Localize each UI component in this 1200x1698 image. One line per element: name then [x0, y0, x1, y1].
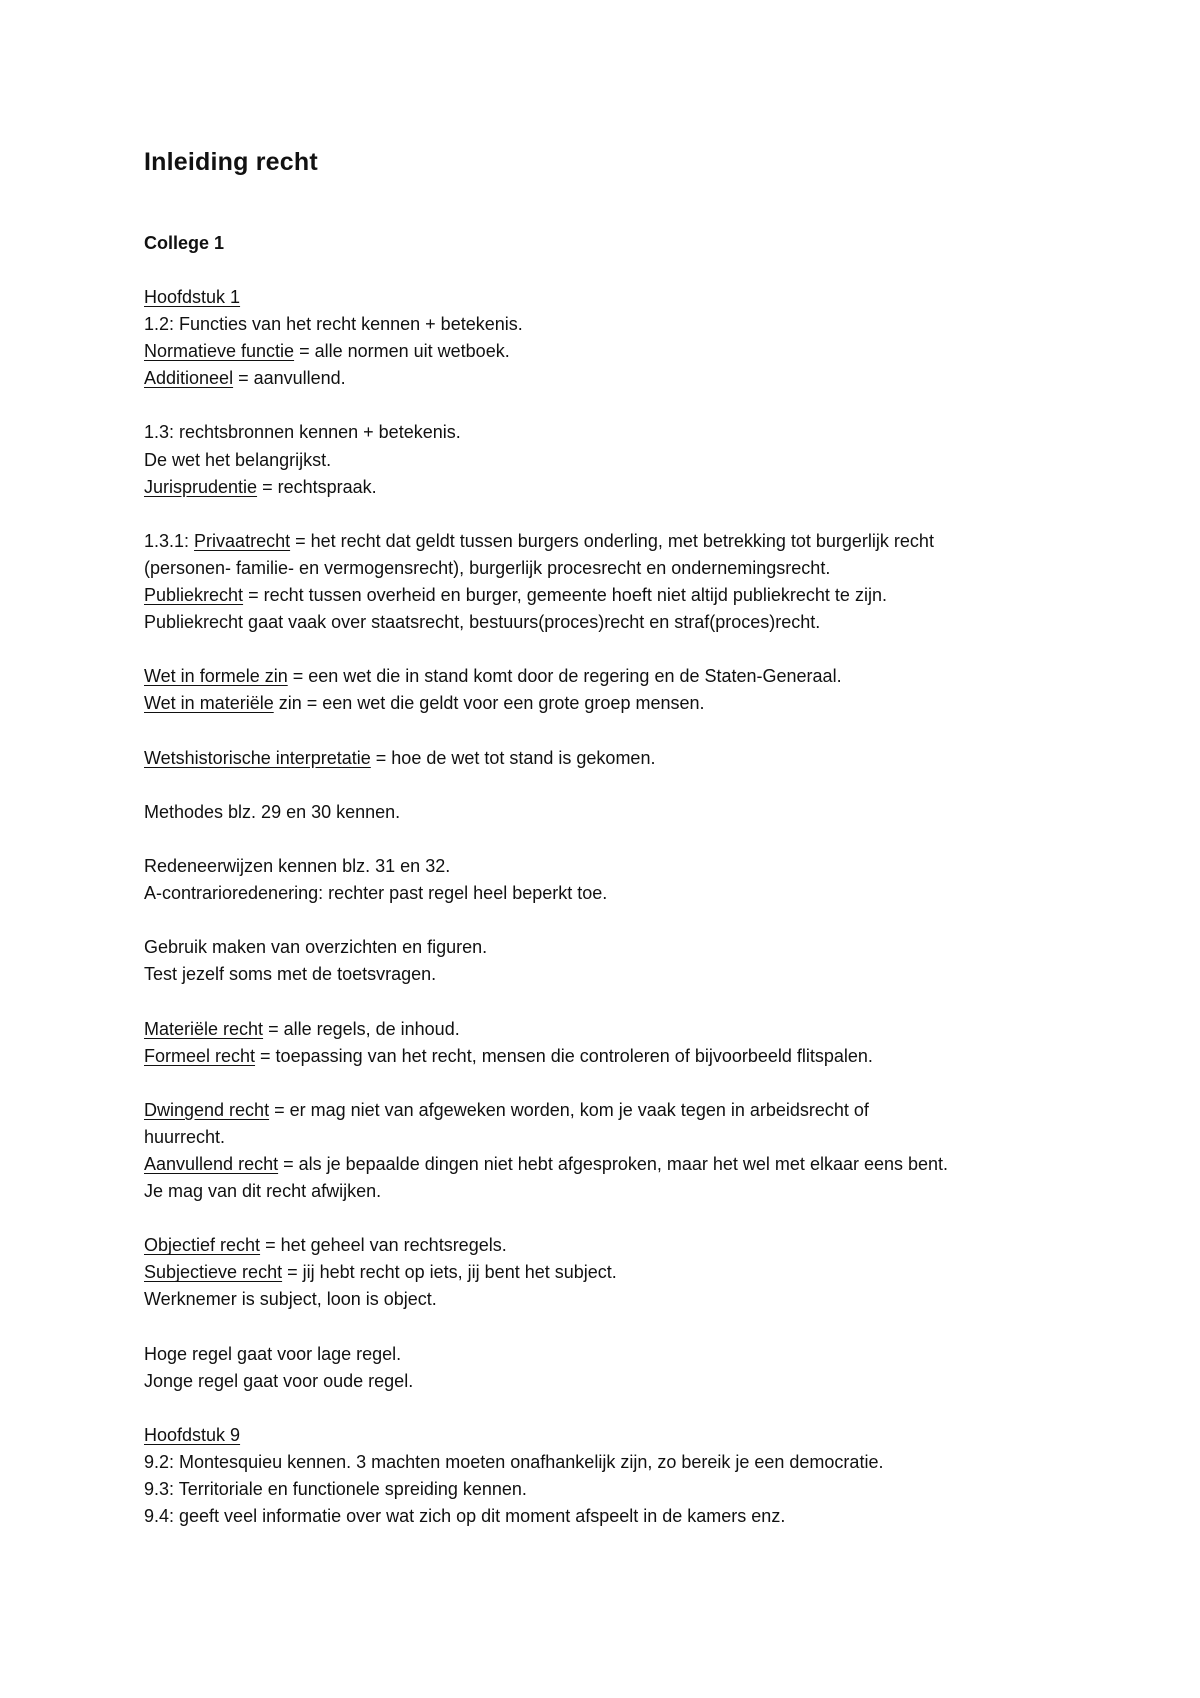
paragraph-block [144, 663, 1074, 717]
line-text: = recht tussen overheid en burger, gemeente hoeft niet altijd publiekrecht te zijn. [243, 585, 887, 606]
line-text: = hoe de wet tot stand is gekomen. [370, 747, 656, 768]
text-line [144, 690, 1074, 717]
paragraph-gap [144, 718, 1074, 745]
text-line [144, 1097, 1074, 1124]
underlined-term: Aanvullend recht [144, 1154, 279, 1174]
line-text: = als je bepaalde dingen niet hebt afgesproken, maar het wel met elkaar eens bent. [278, 1154, 949, 1174]
text-line [144, 1151, 1074, 1178]
line-text: Je mag van dit recht afwijken. [144, 1181, 382, 1202]
underlined-term: Wetshistorische interpretatie [144, 747, 371, 768]
paragraph-gap [144, 636, 1074, 663]
underlined-term: Privaatrecht [194, 530, 291, 551]
underlined-term: Additioneel [144, 368, 234, 389]
paragraph-gap [144, 772, 1074, 799]
line-text: = het geheel van rechtsregels. [260, 1235, 507, 1256]
text-line [144, 284, 1074, 311]
paragraph-block [144, 1341, 1074, 1395]
text-line [144, 1286, 1074, 1313]
document-title: Inleiding recht [144, 148, 318, 176]
line-text: = aanvullend. [233, 368, 346, 389]
paragraph-block [144, 853, 1074, 907]
line-text: Werknemer is subject, loon is object. [144, 1289, 437, 1310]
text-line [144, 365, 1074, 392]
line-text: = alle normen uit wetboek. [294, 341, 510, 362]
text-line [144, 1422, 1074, 1449]
text-line [144, 880, 1074, 907]
line-text: = rechtspraak. [257, 476, 377, 497]
text-line [144, 419, 1074, 446]
underlined-term: Objectief recht [144, 1235, 261, 1256]
text-line [144, 961, 1074, 988]
line-text: huurrecht. [144, 1126, 226, 1147]
paragraph-gap [144, 988, 1074, 1015]
text-line [144, 1476, 1074, 1503]
paragraph-block [144, 934, 1074, 988]
text-line [144, 799, 1074, 826]
underlined-term: Formeel recht [144, 1045, 256, 1066]
line-text: = een wet die in stand komt door de regering en de Staten-Generaal. [287, 666, 842, 687]
line-text: 9.4: geeft veel informatie over wat zich op dit moment afspeelt in de kamers enz. [144, 1506, 786, 1527]
line-text: = toepassing van het recht, mensen die controleren of bijvoorbeeld flitspalen. [255, 1045, 873, 1066]
text-line [144, 1368, 1074, 1395]
line-text: = er mag niet van afgeweken worden, kom je vaak tegen in arbeidsrecht of [269, 1099, 869, 1120]
text-line [144, 311, 1074, 338]
text-line [144, 1124, 1074, 1151]
underlined-term: Normatieve functie [144, 341, 295, 362]
text-line [144, 853, 1074, 880]
underlined-term: Dwingend recht [144, 1099, 270, 1120]
underlined-term: Subjectieve recht [144, 1262, 283, 1283]
paragraph-block [144, 1097, 1074, 1205]
line-text: De wet het belangrijkst. [144, 449, 332, 470]
paragraph-block [144, 1016, 1074, 1070]
underlined-term: Hoofdstuk 1 [144, 287, 241, 307]
line-text: Publiekrecht gaat vaak over staatsrecht, bestuurs(proces)recht en straf(proces)recht. [144, 612, 821, 633]
line-text: Jonge regel gaat voor oude regel. [144, 1370, 414, 1391]
line-text: Gebruik maken van overzichten en figuren. [144, 937, 488, 958]
text-line [144, 934, 1074, 961]
paragraph-block [144, 799, 1074, 826]
text-line [144, 582, 1074, 609]
underlined-term: Materiële recht [144, 1018, 264, 1039]
paragraph-gap [144, 1070, 1074, 1097]
paragraph-gap [144, 1395, 1074, 1422]
college-heading: College 1 [144, 233, 225, 253]
text-line [144, 338, 1074, 365]
line-text: Test jezelf soms met de toetsvragen. [144, 964, 437, 985]
underlined-term: Wet in formele zin [144, 666, 288, 687]
underlined-term: Publiekrecht [144, 585, 244, 606]
paragraph-block [144, 284, 1074, 392]
line-text: (personen- familie- en vermogensrecht), burgerlijk procesrecht en ondernemingsrecht. [144, 557, 831, 578]
paragraph-block [144, 528, 1074, 636]
text-line [144, 1449, 1074, 1476]
line-text: = jij hebt recht op iets, jij bent het subject. [282, 1262, 617, 1283]
text-line [144, 1503, 1074, 1530]
line-text: Redeneerwijzen kennen blz. 31 en 32. [144, 855, 451, 876]
text-line [144, 1341, 1074, 1368]
text-line [144, 1259, 1074, 1286]
paragraph-block [144, 1422, 1074, 1530]
text-line [144, 528, 1074, 555]
paragraph-block [144, 745, 1074, 772]
line-text: Methodes blz. 29 en 30 kennen. [144, 801, 401, 822]
text-line [144, 474, 1074, 501]
text-line [144, 1016, 1074, 1043]
text-line [144, 447, 1074, 474]
text-line [144, 1043, 1074, 1070]
document-body [144, 144, 1074, 1530]
underlined-term: Wet in materiële [144, 693, 274, 714]
line-text: zin = een wet die geldt voor een grote groep mensen. [273, 693, 705, 714]
text-line [144, 663, 1074, 690]
paragraph-gap [144, 392, 1074, 419]
paragraph-gap [144, 907, 1074, 934]
line-text: A-contrarioredenering: rechter past regel heel beperkt toe. [144, 883, 608, 904]
line-text: 9.3: Territoriale en functionele spreiding kennen. [144, 1479, 527, 1500]
line-text: 9.2: Montesquieu kennen. 3 machten moeten onafhankelijk zijn, zo bereik je een democratie. [144, 1452, 884, 1473]
text-line [144, 745, 1074, 772]
paragraph-gap [144, 1314, 1074, 1341]
line-text: 1.3: rechtsbronnen kennen + betekenis. [144, 422, 461, 443]
paragraph-block [144, 419, 1074, 500]
text-line [144, 609, 1074, 636]
text-line [144, 1178, 1074, 1205]
paragraph-gap [144, 826, 1074, 853]
text-line [144, 1232, 1074, 1259]
paragraph-block [144, 1232, 1074, 1313]
text-line [144, 555, 1074, 582]
line-text: = alle regels, de inhoud. [263, 1018, 460, 1039]
underlined-term: Hoofdstuk 9 [144, 1424, 241, 1445]
underlined-term: Jurisprudentie [144, 476, 258, 497]
paragraph-gap [144, 501, 1074, 528]
line-text: Hoge regel gaat voor lage regel. [144, 1343, 402, 1364]
line-text: = het recht dat geldt tussen burgers onderling, met betrekking tot burgerlijk recht [290, 530, 934, 551]
line-text: 1.3.1: [144, 530, 195, 551]
notes-body [144, 284, 1074, 1530]
paragraph-gap [144, 1205, 1074, 1232]
line-text: 1.2: Functies van het recht kennen + betekenis. [144, 314, 523, 335]
